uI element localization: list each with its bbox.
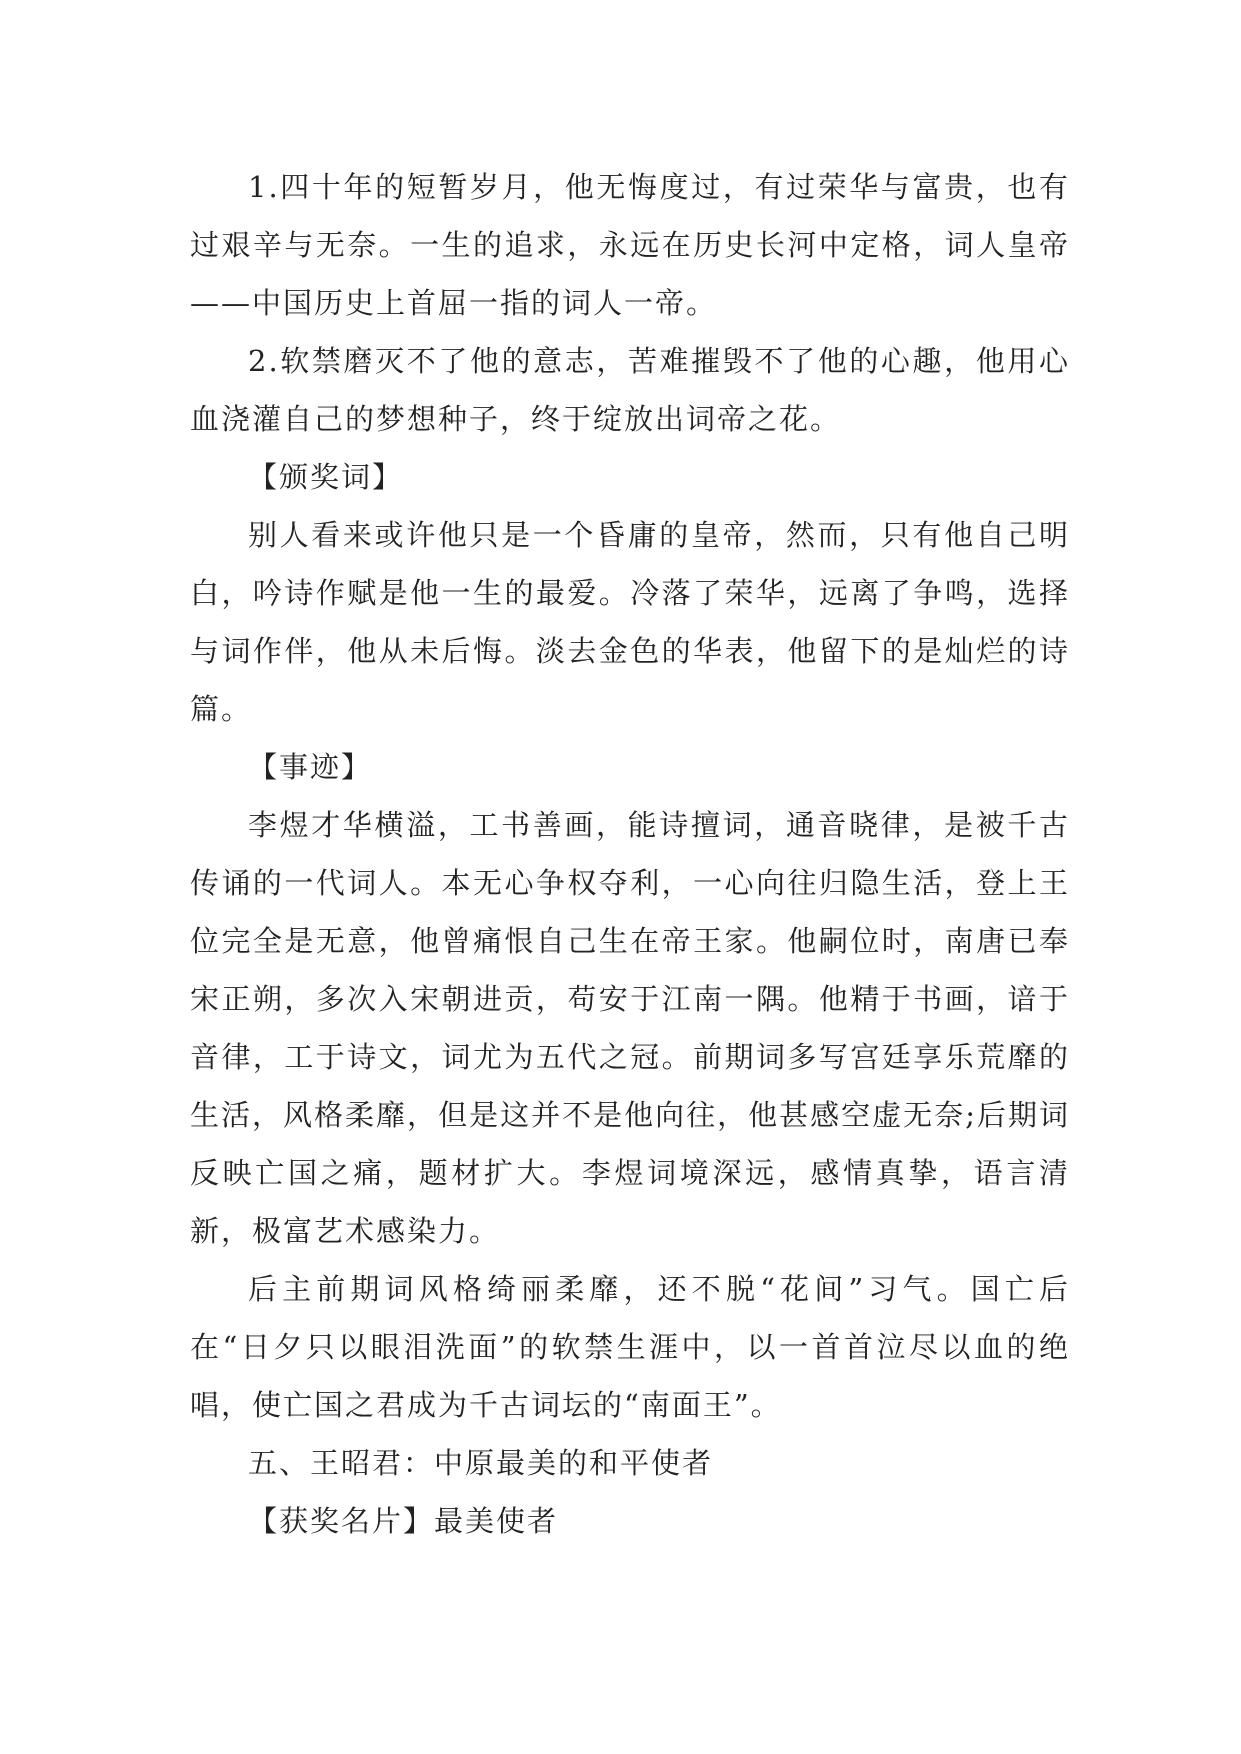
section-five-heading: 五、王昭君：中原最美的和平使者 (248, 1446, 714, 1480)
deeds-text: 李煜才华横溢，工书善画，能诗擅词，通音晓律，是被千古传诵的一代词人。本无心争权夺利，一心向往归隐生活，登上王位完全是无意，他曾痛恨自己生在帝王家。他嗣位时，南唐已奉宋正朔，多次入宋朝进贡，苟安于江南一隅。他精于书画，谙于音律，工于诗文，词尤为五代之冠。前期词多写宫廷享乐荒靡的生活，风格柔靡，但是这并不是他向往，他甚感空虚无奈;后期词反映亡国之痛，题材扩大。李煜词境深远，感情真挚，语言清新，极富艺术感染力。 (190, 808, 1070, 1248)
award-speech-text: 别人看来或许他只是一个昏庸的皇帝，然而，只有他自己明白，吟诗作赋是他一生的最爱。冷落了荣华，远离了争鸣，选择与词作伴，他从未后悔。淡去金色的华表，他留下的是灿烂的诗篇。 (190, 518, 1070, 726)
paragraph-point-2: 2.软禁磨灭不了他的意志，苦难摧毁不了他的心趣，他用心血浇灌自己的梦想种子，终于绽放出词帝之花。 (190, 344, 1070, 436)
award-card-line: 【获奖名片】最美使者 (248, 1504, 559, 1538)
document-body (190, 158, 1070, 1550)
award-speech-heading: 【颁奖词】 (248, 460, 404, 494)
later-ci-text: 后主前期词风格绮丽柔靡，还不脱“花间”习气。国亡后在“日夕只以眼泪洗面”的软禁生涯中，以一首首泣尽以血的绝唱，使亡国之君成为千古词坛的“南面王”。 (190, 1272, 1070, 1422)
paragraph-point-1: 1.四十年的短暂岁月，他无悔度过，有过荣华与富贵，也有过艰辛与无奈。一生的追求，永远在历史长河中定格，词人皇帝——中国历史上首屈一指的词人一帝。 (190, 170, 1070, 320)
deeds-heading: 【事迹】 (248, 750, 373, 784)
